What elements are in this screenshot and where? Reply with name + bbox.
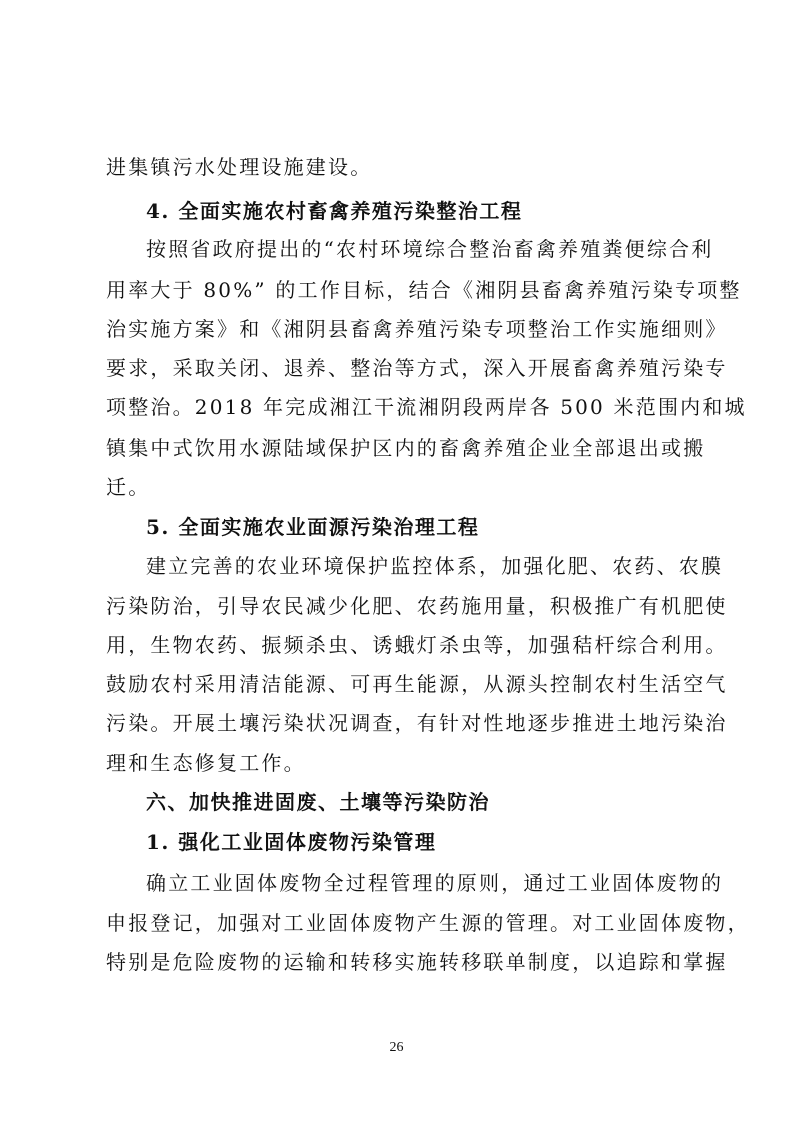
chapter-heading: 六、加快推进固废、土壤等污染防治 — [146, 790, 490, 814]
body-text-line: 污染防治，引导农民减少化肥、农药施用量，积极推广有机肥使 — [106, 594, 728, 618]
body-text-line: 建立完善的农业环境保护监控体系，加强化肥、农药、农膜 — [146, 554, 724, 578]
section-heading: 5. 全面实施农业面源污染治理工程 — [146, 515, 480, 539]
body-text-line: 进集镇污水处理设施建设。 — [106, 155, 373, 179]
page-number: 26 — [389, 1040, 404, 1055]
body-text-line: 污染。开展土壤污染状况调查，有针对性地逐步推进土地污染治 — [106, 711, 728, 735]
body-text-line: 理和生态修复工作。 — [106, 751, 306, 775]
section-heading: 4. 全面实施农村畜禽养殖污染整治工程 — [146, 199, 523, 223]
body-text-line: 按照省政府提出的“农村环境综合整治畜禽养殖粪便综合利 — [146, 237, 714, 261]
body-text-line: 治实施方案》和《湘阴县畜禽养殖污染专项整治工作实施细则》 — [106, 317, 728, 341]
body-text-line: 特别是危险废物的运输和转移实施转移联单制度，以追踪和掌握 — [106, 950, 728, 974]
body-text-line: 项整治。2018 年完成湘江干流湘阴段两岸各 500 米范围内和城 — [106, 395, 747, 419]
body-text-line: 迁。 — [106, 475, 151, 499]
body-text-line: 用率大于 80%” 的工作目标，结合《湘阴县畜禽养殖污染专项整 — [106, 278, 742, 302]
body-text-line: 用，生物农药、振频杀虫、诱蛾灯杀虫等，加强秸杆综合利用。 — [106, 633, 728, 657]
body-text-line: 确立工业固体废物全过程管理的原则，通过工业固体废物的 — [146, 871, 724, 895]
body-text-line: 镇集中式饮用水源陆域保护区内的畜禽养殖企业全部退出或搬 — [106, 436, 706, 460]
section-heading: 1. 强化工业固体废物污染管理 — [146, 830, 437, 854]
body-text-line: 鼓励农村采用清洁能源、可再生能源，从源头控制农村生活空气 — [106, 672, 728, 696]
body-text-line: 申报登记，加强对工业固体废物产生源的管理。对工业固体废物， — [106, 911, 750, 935]
body-text-line: 要求，采取关闭、退养、整治等方式，深入开展畜禽养殖污染专 — [106, 356, 728, 380]
